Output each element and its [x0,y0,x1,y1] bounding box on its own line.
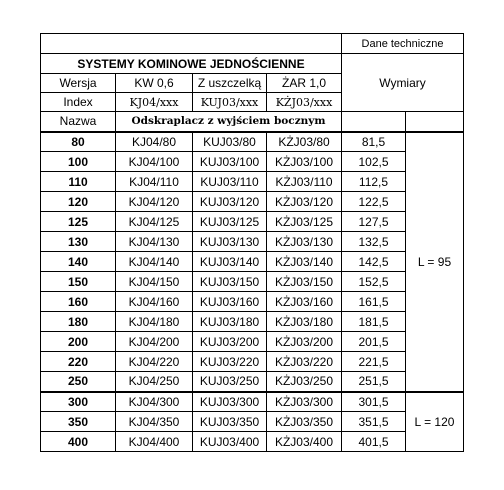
diameter-cell: 350 [41,412,116,432]
table-row [41,332,464,352]
blank-l-cell [406,112,464,132]
kw-index-cell: KJ04/130 [116,232,193,252]
uszczelka-index-cell: KUJ03/250 [193,372,267,392]
table-title: SYSTEMY KOMINOWE JEDNOŚCIENNE [41,54,342,74]
version-zar: ŻAR 1,0 [267,74,342,93]
dimension-cell: 142,5 [342,252,406,272]
table-row [41,152,464,172]
diameter-cell: 300 [41,392,116,412]
diameter-cell: 120 [41,192,116,212]
zar-index-cell: KŻJ03/350 [267,412,342,432]
zar-index-cell: KŻJ03/80 [267,132,342,152]
zar-index-cell: KŻJ03/110 [267,172,342,192]
version-uszczelka: Z uszczelką [193,74,267,93]
table-row [41,232,464,252]
wymiary-header: Wymiary [342,54,464,112]
index-zar: KŻJ03/xxx [267,93,342,112]
diameter-cell: 400 [41,432,116,452]
table-row [41,172,464,192]
zar-index-cell: KŻJ03/125 [267,212,342,232]
zar-index-cell: KŻJ03/140 [267,252,342,272]
kw-index-cell: KJ04/110 [116,172,193,192]
table-row [41,352,464,372]
uszczelka-index-cell: KUJ03/300 [193,392,267,412]
kw-index-cell: KJ04/125 [116,212,193,232]
table-row [41,432,464,452]
kw-index-cell: KJ04/350 [116,412,193,432]
length-group-cell: L = 95 [406,132,464,392]
zar-index-cell: KŻJ03/150 [267,272,342,292]
table-row [41,272,464,292]
uszczelka-index-cell: KUJ03/160 [193,292,267,312]
dimension-cell: 401,5 [342,432,406,452]
kw-index-cell: KJ04/100 [116,152,193,172]
table-row [41,412,464,432]
dimension-cell: 102,5 [342,152,406,172]
zar-index-cell: KŻJ03/160 [267,292,342,312]
table-row [41,192,464,212]
diameter-cell: 160 [41,292,116,312]
blank-cell [41,34,342,54]
zar-index-cell: KŻJ03/100 [267,152,342,172]
table-row [41,372,464,392]
kw-index-cell: KJ04/400 [116,432,193,452]
dimension-cell: 152,5 [342,272,406,292]
index-label: Index [41,93,116,112]
dimension-cell: 122,5 [342,192,406,212]
uszczelka-index-cell: KUJ03/200 [193,332,267,352]
table-row [41,392,464,412]
kw-index-cell: KJ04/300 [116,392,193,412]
diameter-cell: 100 [41,152,116,172]
diameter-cell: 250 [41,372,116,392]
kw-index-cell: KJ04/80 [116,132,193,152]
index-uszczelka: KUJ03/xxx [193,93,267,112]
table-row [41,252,464,272]
uszczelka-index-cell: KUJ03/350 [193,412,267,432]
nazwa-label: Nazwa [41,112,116,132]
dimension-cell: 161,5 [342,292,406,312]
dimension-cell: 351,5 [342,412,406,432]
uszczelka-index-cell: KUJ03/130 [193,232,267,252]
zar-index-cell: KŻJ03/220 [267,352,342,372]
wersja-label: Wersja [41,74,116,93]
kw-index-cell: KJ04/220 [116,352,193,372]
dimension-cell: 127,5 [342,212,406,232]
uszczelka-index-cell: KUJ03/400 [193,432,267,452]
kw-index-cell: KJ04/250 [116,372,193,392]
blank-dim-cell [342,112,406,132]
zar-index-cell: KŻJ03/120 [267,192,342,212]
top-header-row [41,34,464,54]
uszczelka-index-cell: KUJ03/140 [193,252,267,272]
dimension-cell: 201,5 [342,332,406,352]
technical-data-table [40,33,464,452]
table-row [41,132,464,152]
dimension-cell: 112,5 [342,172,406,192]
zar-index-cell: KŻJ03/200 [267,332,342,352]
dimension-cell: 301,5 [342,392,406,412]
diameter-cell: 130 [41,232,116,252]
uszczelka-index-cell: KUJ03/150 [193,272,267,292]
diameter-cell: 110 [41,172,116,192]
kw-index-cell: KJ04/120 [116,192,193,212]
table-row [41,292,464,312]
diameter-cell: 220 [41,352,116,372]
kw-index-cell: KJ04/160 [116,292,193,312]
uszczelka-index-cell: KUJ03/100 [193,152,267,172]
uszczelka-index-cell: KUJ03/220 [193,352,267,372]
dimension-cell: 81,5 [342,132,406,152]
zar-index-cell: KŻJ03/250 [267,372,342,392]
title-row [41,54,464,74]
kw-index-cell: KJ04/140 [116,252,193,272]
nazwa-row [41,112,464,132]
zar-index-cell: KŻJ03/300 [267,392,342,412]
dimension-cell: 132,5 [342,232,406,252]
diameter-cell: 180 [41,312,116,332]
diameter-cell: 150 [41,272,116,292]
diameter-cell: 200 [41,332,116,352]
uszczelka-index-cell: KUJ03/125 [193,212,267,232]
dimension-cell: 221,5 [342,352,406,372]
version-kw: KW 0,6 [116,74,193,93]
table-row [41,312,464,332]
diameter-cell: 80 [41,132,116,152]
dimension-cell: 181,5 [342,312,406,332]
index-kw: KJ04/xxx [116,93,193,112]
uszczelka-index-cell: KUJ03/110 [193,172,267,192]
dimension-cell: 251,5 [342,372,406,392]
length-group-cell: L = 120 [406,392,464,452]
uszczelka-index-cell: KUJ03/180 [193,312,267,332]
zar-index-cell: KŻJ03/180 [267,312,342,332]
dane-techniczne-header: Dane techniczne [342,34,464,54]
kw-index-cell: KJ04/200 [116,332,193,352]
diameter-cell: 125 [41,212,116,232]
diameter-cell: 140 [41,252,116,272]
product-name: Odskraplacz z wyjściem bocznym [116,112,342,132]
uszczelka-index-cell: KUJ03/120 [193,192,267,212]
kw-index-cell: KJ04/180 [116,312,193,332]
uszczelka-index-cell: KUJ03/80 [193,132,267,152]
kw-index-cell: KJ04/150 [116,272,193,292]
zar-index-cell: KŻJ03/130 [267,232,342,252]
table-row [41,212,464,232]
zar-index-cell: KŻJ03/400 [267,432,342,452]
